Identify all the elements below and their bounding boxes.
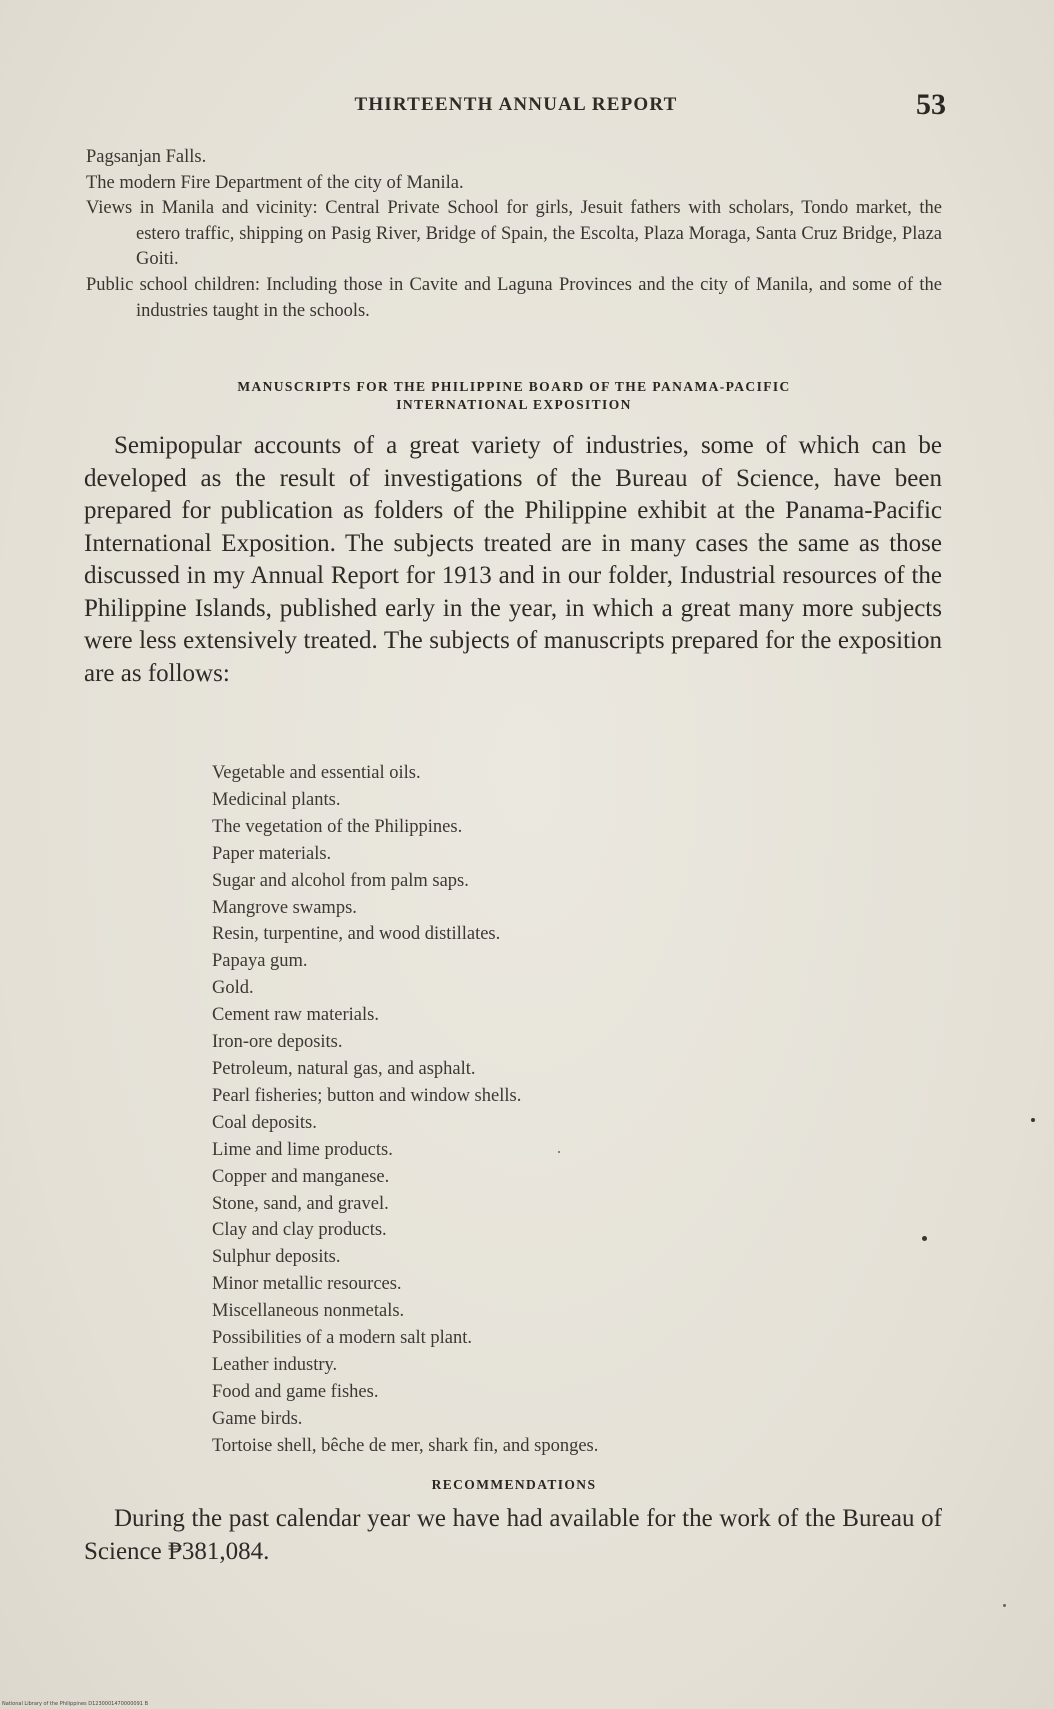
page-number: 53 — [916, 88, 946, 121]
recommendations-paragraph: During the past calendar year we have had available for the work of the Bureau of Science ₱381,084. — [84, 1505, 942, 1565]
subject-item: Copper and manganese. — [212, 1166, 390, 1187]
subject-item: Paper materials. — [212, 843, 332, 864]
subject-item: Stone, sand, and gravel. — [212, 1193, 389, 1214]
subject-item: Resin, turpentine, and wood distillates. — [212, 924, 501, 945]
subject-item: Medicinal plants. — [212, 789, 341, 810]
subject-item: Coal deposits. — [212, 1112, 317, 1133]
intro-list — [86, 145, 942, 324]
subject-item: Sulphur deposits. — [212, 1247, 341, 1268]
section-heading-manuscripts — [86, 378, 942, 414]
manuscripts-paragraph: Semipopular accounts of a great variety of industries, some of which can be developed as the result of investigations of the Bureau of Science, have been prepared for publication as folders of the Philippine exhibit at the Panama-Pacific International Exposition. The subjects treated are in many cases the same as those discussed in my Annual Report for 1913 and in our folder, Industrial resources of the Philippine Islands, published early in the year, in which a great many more subjects were less extensively treated. The subjects of manuscripts prepared for the exposition are as follows: — [84, 432, 942, 687]
scan-speck — [1003, 1604, 1006, 1607]
scan-footer-note: National Library of the Philippines D1230001470000091 B — [2, 1701, 148, 1707]
subject-item: Mangrove swamps. — [212, 897, 357, 918]
section-heading-line: INTERNATIONAL EXPOSITION — [396, 397, 632, 412]
subject-item: Clay and clay products. — [212, 1220, 387, 1241]
subject-item: Vegetable and essential oils. — [212, 763, 421, 783]
subject-item: Sugar and alcohol from palm saps. — [212, 870, 469, 891]
subject-item: Gold. — [212, 978, 254, 999]
scan-speck — [1031, 1118, 1035, 1122]
subject-item: Game birds. — [212, 1408, 303, 1429]
subject-item: Minor metallic resources. — [212, 1274, 402, 1295]
subject-item: The vegetation of the Philippines. — [212, 816, 463, 837]
running-title: THIRTEENTH ANNUAL REPORT — [354, 94, 678, 115]
subject-item: Papaya gum. — [212, 951, 308, 972]
subject-item: Possibilities of a modern salt plant. — [212, 1328, 473, 1349]
intro-item: The modern Fire Department of the city of Manila. — [86, 172, 464, 193]
subject-item: Tortoise shell, bêche de mer, shark fin, and sponges. — [212, 1435, 599, 1456]
intro-item: Pagsanjan Falls. — [86, 147, 207, 167]
subject-item: Food and game fishes. — [212, 1381, 379, 1402]
section-heading-line: MANUSCRIPTS FOR THE PHILIPPINE BOARD OF THE PANAMA-PACIFIC — [237, 379, 791, 394]
subject-item: Cement raw materials. — [212, 1005, 379, 1026]
subject-item: Iron-ore deposits. — [212, 1032, 343, 1053]
subject-item: Lime and lime products. — [212, 1139, 393, 1160]
subject-item: Petroleum, natural gas, and asphalt. — [212, 1058, 476, 1079]
subjects-list — [212, 760, 912, 1460]
subject-item: Leather industry. — [212, 1354, 338, 1375]
running-head — [86, 88, 946, 122]
subject-item: Miscellaneous nonmetals. — [212, 1301, 405, 1322]
intro-item: Views in Manila and vicinity: Central Private School for girls, Jesuit fathers with scholars, Tondo market, the estero traffic, shipping on Pasig River, Bridge of Spain, the Escolta, Plaza Moraga, Santa Cruz Bridge, Plaza Goiti. — [86, 198, 942, 270]
subject-item: Pearl fisheries; button and window shells. — [212, 1085, 522, 1106]
section-heading-recommendations: RECOMMENDATIONS — [431, 1477, 597, 1492]
intro-item: Public school children: Including those in Cavite and Laguna Provinces and the city of Manila, and some of the industries taught in the schools. — [86, 274, 942, 321]
scan-speck — [558, 1151, 560, 1153]
scan-speck — [922, 1236, 927, 1241]
